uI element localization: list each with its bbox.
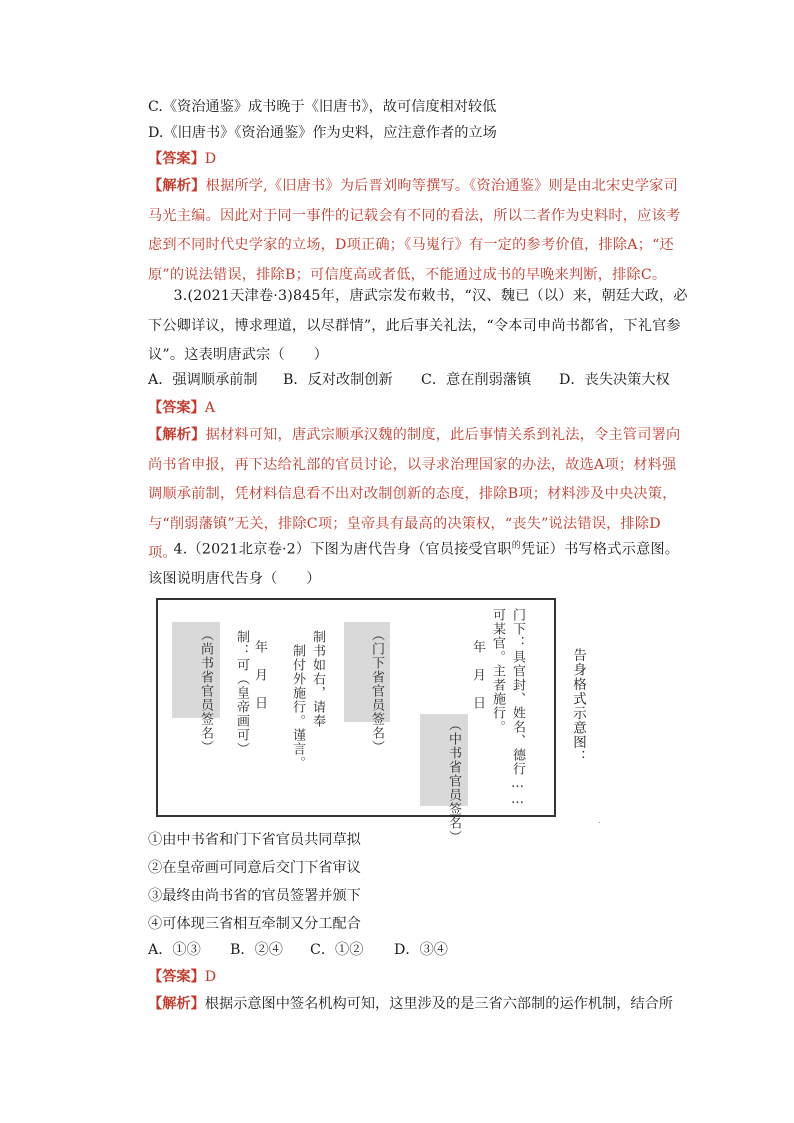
answer-tag: 【答案】: [148, 151, 205, 167]
shangshu-signature-label: （尚书省官员签名）: [198, 628, 213, 754]
answer-value: D: [204, 969, 217, 985]
statement-1: ①由中书省和门下省官员共同草拟: [148, 832, 361, 848]
analysis-tag: 【解析】: [148, 996, 205, 1012]
statement-2: ②在皇帝画可同意后交门下省审议: [148, 860, 361, 876]
option-d: D.《旧唐书》《资治通鉴》作为史料，应注意作者的立场: [148, 125, 497, 141]
stem-part-a: 4.（2021北京卷·2）下图为唐代告身（官员接受官职: [173, 541, 512, 558]
analysis-tag: 【解析】: [148, 178, 206, 194]
option-c: C.《资治通鉴》成书晚于《旧唐书》，故可信度相对较低: [148, 99, 497, 115]
analysis-text: 根据所学,《旧唐书》为后晋刘昫等撰写。《资治通鉴》则是由北宋史学家司马光主编。因此对于同一事件的记载会有不同的看法，所以二者作为史料时，应该考虑到不同时代史学家的立场，D项正确；《马嵬行》有一定的参考价值，排除A；“还原”的说法错误，排除B；可信度高或者低，不能通过成书的早晚来判断，排除C。: [148, 178, 681, 283]
zhi-date: 年 月 日: [252, 640, 267, 710]
stem-superscript: 的: [511, 541, 521, 551]
option-a: A．①③: [148, 942, 201, 958]
option-b: B．②④: [230, 942, 283, 958]
answer-line: [148, 966, 216, 988]
zhishu-line-1: 制书如右，请奉: [310, 630, 325, 728]
answer-line: [148, 397, 215, 419]
statement-4: ④可体现三省相互牵制又分工配合: [148, 916, 361, 932]
answer-value: A: [204, 400, 216, 416]
analysis-line: [148, 993, 673, 1015]
option-c: C．①②: [310, 942, 364, 958]
analysis-text: 根据示意图中签名机构可知，这里涉及的是三省六部制的运作机制，结合所: [204, 996, 673, 1012]
stray-dot: .: [598, 816, 601, 825]
option-b: B．反对改制创新: [283, 372, 393, 388]
analysis-tag: 【解析】: [148, 427, 206, 443]
statement-3: ③最终由尚书省的官员签署并颁下: [148, 888, 361, 904]
zhishu-line-2: 制付外施行。谨言。: [290, 644, 305, 770]
question-3-stem: 3.(2021天津卷·3)845年，唐武宗发布敕书，“汉、魏已（以）来，朝廷大政，必下公卿详议，博求理道，以尽群情”，此后事关礼法，“令本司申尚书都省，下礼官参议”。这表明唐武宗（ ）: [148, 288, 688, 363]
figure-side-title: 告身格式示意图：: [570, 648, 586, 764]
question-4-stem: [148, 532, 688, 595]
option-d: D．③④: [394, 942, 448, 958]
answer-line: [148, 148, 216, 170]
menxia-line-1: 门下：具官封、姓名、德行……: [510, 608, 525, 808]
stem-part-b: 凭证）书写格式示意图。该图说明唐代告身（ ）: [148, 541, 680, 588]
zhongshu-signature-label: （中书省官员签名）: [446, 718, 461, 844]
option-d: D．丧失决策大权: [559, 372, 670, 388]
analysis-text: 据材料可知，唐武宗顺承汉魏的制度，此后事情关系到礼法，令主管司署向尚书省申报，再下达给礼部的官员讨论，以寻求治理国家的办法，故选A项；材料强调顺承前制，凭材料信息看不出对改制创新的态度，排除B项；材料涉及中央决策，与“削弱藩镇”无关，排除C项；皇帝具有最高的决策权，“丧失”说法错误，排除D项。: [148, 427, 681, 561]
option-c: C．意在削弱藩镇: [421, 372, 532, 388]
answer-value: D: [204, 151, 217, 167]
menxia-signature-label: （门下省官员签名）: [369, 628, 384, 754]
menxia-line-2: 可某官。主者施行。: [490, 608, 505, 734]
answer-tag: 【答案】: [148, 400, 205, 416]
analysis-paragraph: [148, 172, 688, 290]
question-3-options: [148, 369, 670, 391]
menxia-date: 年 月 日: [470, 640, 485, 710]
zhi-approval: 制：可（皇帝画可）: [234, 630, 249, 756]
answer-tag: 【答案】: [148, 969, 205, 985]
option-a: A．强调顺承前制: [148, 372, 258, 388]
question-4-options: [148, 939, 448, 961]
